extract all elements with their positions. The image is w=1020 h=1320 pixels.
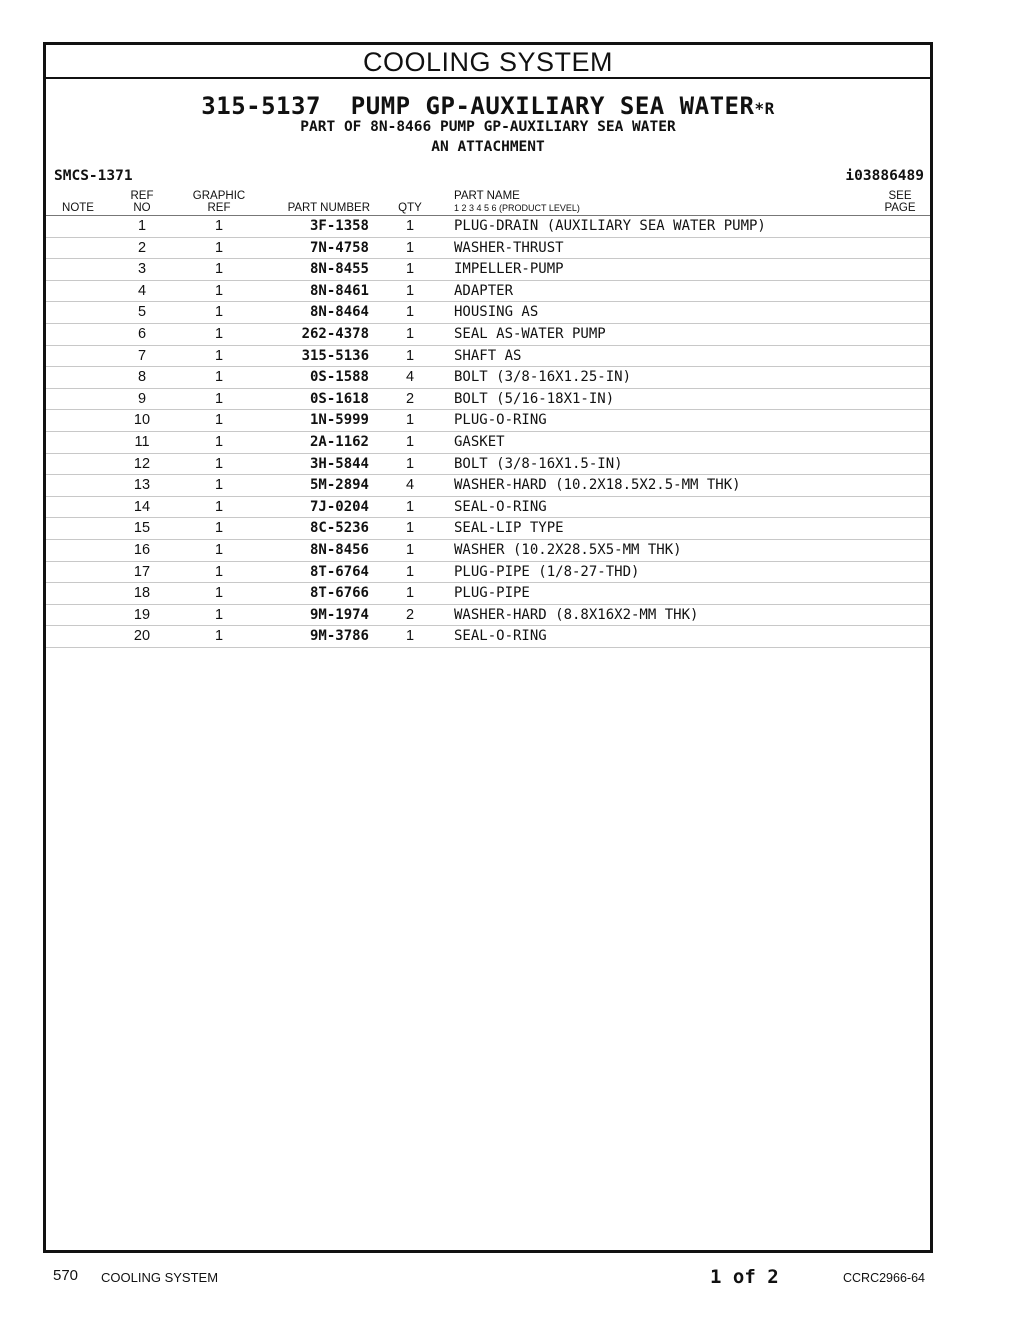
header-graphic-bottom: REF <box>207 202 231 214</box>
table-row <box>46 454 930 476</box>
qty-cell: 1 <box>405 347 415 364</box>
part-name-cell: BOLT (3/8-16X1.25-IN) <box>454 369 632 386</box>
part-number-cell: 2A-1162 <box>309 433 369 450</box>
header-note: NOTE <box>62 202 94 214</box>
qty-cell: 1 <box>405 563 415 580</box>
table-row <box>46 259 930 281</box>
illustration-id: i03886489 <box>845 168 924 184</box>
ref-no-cell: 10 <box>133 412 151 429</box>
part-number-cell: 9M-3786 <box>309 628 369 645</box>
part-name-cell: ADAPTER <box>454 282 514 299</box>
table-row <box>46 324 930 346</box>
part-name-cell: SEAL-O-RING <box>454 628 547 645</box>
qty-cell: 1 <box>405 218 415 234</box>
header-see-bottom: PAGE <box>884 202 916 214</box>
table-row <box>46 346 930 368</box>
part-name-cell: SEAL AS-WATER PUMP <box>454 325 606 342</box>
attachment-line: AN ATTACHMENT <box>431 139 545 155</box>
graphic-ref-cell: 1 <box>214 282 224 299</box>
header-ref-bottom: NO <box>133 202 151 214</box>
ref-no-cell: 9 <box>137 390 147 407</box>
graphic-ref-cell: 1 <box>214 628 224 645</box>
part-number-cell: 8N-8464 <box>309 304 369 321</box>
part-number-cell: 262-4378 <box>301 325 369 342</box>
part-name-cell: PLUG-PIPE <box>454 585 530 602</box>
graphic-ref-cell: 1 <box>214 347 224 364</box>
graphic-ref-cell: 1 <box>214 239 224 256</box>
qty-cell: 1 <box>405 455 415 472</box>
group-number: 315-5137 <box>201 92 321 120</box>
ref-no-cell: 8 <box>137 369 147 386</box>
ref-no-cell: 1 <box>137 218 147 234</box>
part-name-cell: SEAL-LIP TYPE <box>454 520 564 537</box>
qty-cell: 1 <box>405 628 415 645</box>
ref-no-cell: 4 <box>137 282 147 299</box>
header-part-name: PART NAME <box>454 190 520 202</box>
part-name-cell: PLUG-PIPE (1/8-27-THD) <box>454 563 640 580</box>
graphic-ref-cell: 1 <box>214 541 224 558</box>
header-qty: QTY <box>398 202 422 214</box>
part-number-cell: 7N-4758 <box>309 239 369 256</box>
part-number-cell: 1N-5999 <box>309 412 369 429</box>
qty-cell: 4 <box>405 477 415 494</box>
table-row <box>46 281 930 303</box>
qty-cell: 2 <box>405 606 415 623</box>
graphic-ref-cell: 1 <box>214 369 224 386</box>
table-row <box>46 238 930 260</box>
part-number-cell: 0S-1618 <box>309 390 369 407</box>
ref-no-cell: 2 <box>137 239 147 256</box>
table-row <box>46 410 930 432</box>
part-name-cell: WASHER (10.2X28.5X5-MM THK) <box>454 541 682 558</box>
part-number-cell: 5M-2894 <box>309 477 369 494</box>
qty-cell: 1 <box>405 585 415 602</box>
graphic-ref-cell: 1 <box>214 563 224 580</box>
part-number-cell: 8N-8461 <box>309 282 369 299</box>
qty-cell: 1 <box>405 239 415 256</box>
table-row <box>46 497 930 519</box>
table-row <box>46 518 930 540</box>
table-row <box>46 562 930 584</box>
table-row <box>46 389 930 411</box>
ref-no-cell: 19 <box>133 606 151 623</box>
table-row <box>46 432 930 454</box>
graphic-ref-cell: 1 <box>214 520 224 537</box>
graphic-ref-cell: 1 <box>214 606 224 623</box>
footer-page-of: 1 of 2 <box>710 1266 779 1288</box>
graphic-ref-cell: 1 <box>214 585 224 602</box>
ref-no-cell: 14 <box>133 498 151 515</box>
part-number-cell: 3F-1358 <box>309 218 369 234</box>
qty-cell: 1 <box>405 325 415 342</box>
footer-doc-code: CCRC2966-64 <box>843 1271 925 1285</box>
ref-no-cell: 17 <box>133 563 151 580</box>
part-name-cell: IMPELLER-PUMP <box>454 261 564 278</box>
part-name-cell: PLUG-DRAIN (AUXILIARY SEA WATER PUMP) <box>454 218 766 234</box>
part-number-cell: 3H-5844 <box>309 455 369 472</box>
header-see-page <box>882 190 918 214</box>
footer-page-number: 570 <box>53 1267 79 1284</box>
part-name-cell: WASHER-HARD (10.2X18.5X2.5-MM THK) <box>454 477 741 494</box>
ref-no-cell: 12 <box>133 455 151 472</box>
table-row <box>46 605 930 627</box>
header-graphic-ref <box>189 190 249 214</box>
qty-cell: 1 <box>405 282 415 299</box>
parts-page-frame <box>43 42 933 1253</box>
part-name-cell: WASHER-THRUST <box>454 239 564 256</box>
part-name-cell: WASHER-HARD (8.8X16X2-MM THK) <box>454 606 699 623</box>
section-title: COOLING SYSTEM <box>46 45 930 79</box>
graphic-ref-cell: 1 <box>214 455 224 472</box>
ref-no-cell: 3 <box>137 261 147 278</box>
qty-cell: 1 <box>405 261 415 278</box>
part-name-cell: SEAL-O-RING <box>454 498 547 515</box>
part-name-cell: GASKET <box>454 433 505 450</box>
part-number-cell: 8C-5236 <box>309 520 369 537</box>
part-number-cell: 315-5136 <box>301 347 369 364</box>
table-row <box>46 583 930 605</box>
graphic-ref-cell: 1 <box>214 498 224 515</box>
header-part-number: PART NUMBER <box>287 202 370 214</box>
graphic-ref-cell: 1 <box>214 390 224 407</box>
part-number-cell: 8N-8456 <box>309 541 369 558</box>
header-product-level: 1 2 3 4 5 6 (PRODUCT LEVEL) <box>454 203 580 213</box>
ref-no-cell: 13 <box>133 477 151 494</box>
part-name-cell: SHAFT AS <box>454 347 522 364</box>
graphic-ref-cell: 1 <box>214 304 224 321</box>
table-row <box>46 367 930 389</box>
graphic-ref-cell: 1 <box>214 261 224 278</box>
qty-cell: 1 <box>405 498 415 515</box>
ref-no-cell: 18 <box>133 585 151 602</box>
part-name-cell: BOLT (5/16-18X1-IN) <box>454 390 615 407</box>
graphic-ref-cell: 1 <box>214 412 224 429</box>
part-number-cell: 9M-1974 <box>309 606 369 623</box>
ref-no-cell: 20 <box>133 628 151 645</box>
part-number-cell: 8T-6766 <box>309 585 369 602</box>
qty-cell: 1 <box>405 520 415 537</box>
group-name: PUMP GP-AUXILIARY SEA WATER <box>350 92 755 120</box>
ref-no-cell: 7 <box>137 347 147 364</box>
graphic-ref-cell: 1 <box>214 433 224 450</box>
group-title <box>46 92 930 120</box>
part-number-cell: 0S-1588 <box>309 369 369 386</box>
part-number-cell: 8T-6764 <box>309 563 369 580</box>
qty-cell: 4 <box>405 369 415 386</box>
qty-cell: 1 <box>405 433 415 450</box>
ref-no-cell: 6 <box>137 325 147 342</box>
qty-cell: 1 <box>405 304 415 321</box>
ref-no-cell: 16 <box>133 541 151 558</box>
table-row <box>46 626 930 648</box>
header-graphic-top: GRAPHIC <box>192 190 246 202</box>
header-see-top: SEE <box>888 190 912 202</box>
part-name-cell: HOUSING AS <box>454 304 539 321</box>
table-row <box>46 302 930 324</box>
part-name-cell: PLUG-O-RING <box>454 412 547 429</box>
footer-section: COOLING SYSTEM <box>101 1270 219 1285</box>
part-of-line: PART OF 8N-8466 PUMP GP-AUXILIARY SEA WATER <box>300 119 676 135</box>
ref-no-cell: 11 <box>134 433 150 450</box>
part-number-cell: 7J-0204 <box>309 498 369 515</box>
table-row <box>46 540 930 562</box>
graphic-ref-cell: 1 <box>214 325 224 342</box>
header-ref-top: REF <box>130 190 154 202</box>
group-marker: *R <box>754 99 775 118</box>
qty-cell: 1 <box>405 412 415 429</box>
smcs-code: SMCS-1371 <box>54 168 133 184</box>
parts-list <box>46 216 930 648</box>
graphic-ref-cell: 1 <box>214 218 224 234</box>
part-name-cell: BOLT (3/8-16X1.5-IN) <box>454 455 623 472</box>
qty-cell: 2 <box>405 390 415 407</box>
table-row <box>46 475 930 497</box>
graphic-ref-cell: 1 <box>214 477 224 494</box>
table-row <box>46 216 930 238</box>
header-ref-no <box>126 190 158 214</box>
part-number-cell: 8N-8455 <box>309 261 369 278</box>
ref-no-cell: 5 <box>137 304 147 321</box>
qty-cell: 1 <box>405 541 415 558</box>
ref-no-cell: 15 <box>133 520 151 537</box>
